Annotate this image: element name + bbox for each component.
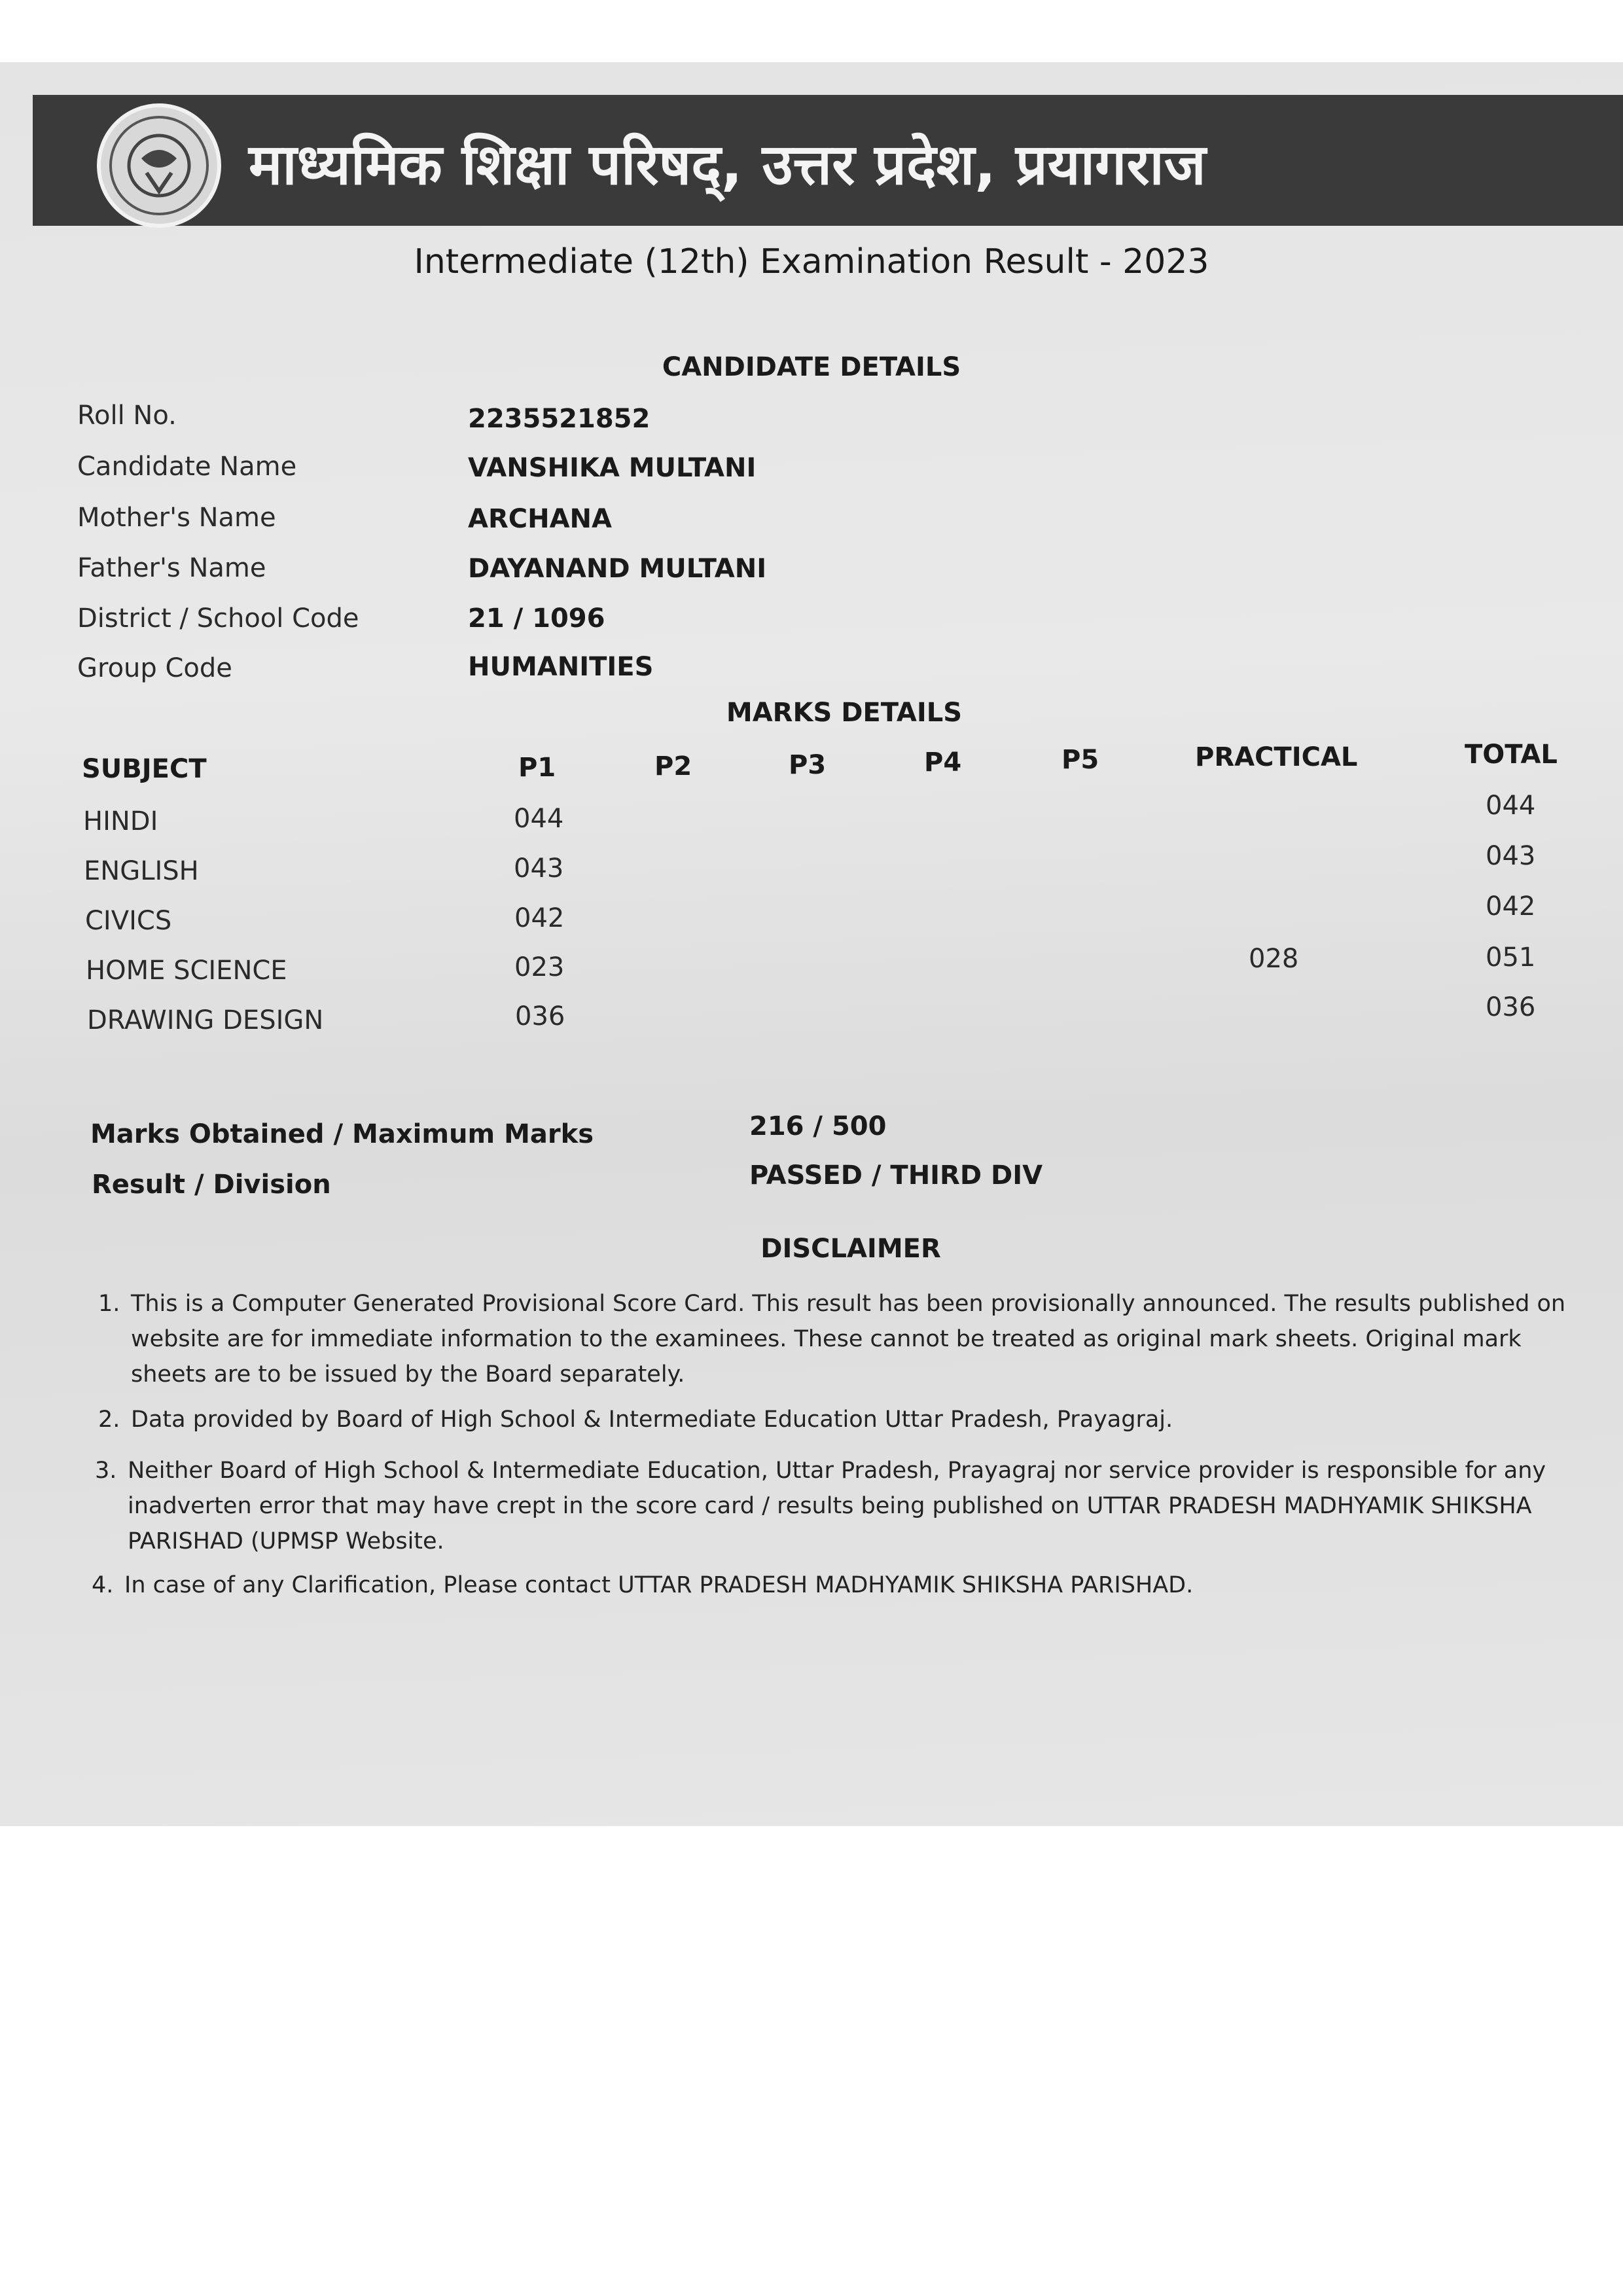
- roll-no-label: Roll No.: [77, 401, 177, 431]
- district-school-code-value: 21 / 1096: [468, 603, 605, 634]
- table-row-p1: 044: [514, 804, 564, 834]
- candidate-details-heading: CANDIDATE DETAILS: [662, 352, 961, 382]
- mothers-name-label: Mother's Name: [77, 503, 276, 533]
- list-item: [95, 1453, 1594, 1559]
- board-emblem-icon: [97, 103, 221, 228]
- list-item-number: 3.: [95, 1458, 117, 1484]
- table-row-subject: HINDI: [83, 806, 158, 836]
- list-item-text: Data provided by Board of High School & Intermediate Education Uttar Pradesh, Prayagraj.: [131, 1407, 1173, 1433]
- table-row-p1: 036: [515, 1001, 565, 1031]
- col-p5: P5: [1061, 745, 1099, 775]
- exam-title: Intermediate (12th) Examination Result - 2023: [414, 242, 1209, 281]
- table-row-subject: DRAWING DESIGN: [87, 1005, 324, 1035]
- list-item: [98, 1286, 1597, 1392]
- table-row-p1: 042: [514, 903, 565, 933]
- result-division-label: Result / Division: [92, 1170, 331, 1200]
- list-item: [92, 1568, 1590, 1603]
- group-code-label: Group Code: [77, 653, 232, 683]
- col-p3: P3: [789, 750, 827, 780]
- candidate-name-value: VANSHIKA MULTANI: [468, 453, 757, 483]
- col-p1: P1: [518, 753, 556, 783]
- col-total: TOTAL: [1465, 740, 1558, 770]
- table-row-subject: HOME SCIENCE: [86, 956, 287, 986]
- marks-obtained-value: 216 / 500: [749, 1111, 887, 1141]
- table-row-total: 051: [1486, 942, 1536, 973]
- fathers-name-label: Father's Name: [77, 553, 266, 583]
- col-practical: PRACTICAL: [1195, 742, 1358, 772]
- table-row-practical: 028: [1249, 944, 1299, 974]
- fathers-name-value: DAYANAND MULTANI: [468, 554, 767, 584]
- marks-obtained-label: Marks Obtained / Maximum Marks: [90, 1119, 594, 1149]
- list-item-number: 1.: [98, 1291, 120, 1317]
- mothers-name-value: ARCHANA: [468, 504, 612, 534]
- list-item-text: Neither Board of High School & Intermediate Education, Uttar Pradesh, Prayagraj nor service provider is responsible for any inadverten error that may have crept in the score card / results being published on UTTAR PRADESH MADHYAMIK SHIKSHA PARISHAD (UPMSP Website.: [128, 1458, 1546, 1554]
- table-row-subject: ENGLISH: [84, 856, 199, 886]
- group-code-value: HUMANITIES: [468, 652, 654, 682]
- candidate-name-label: Candidate Name: [77, 452, 297, 482]
- list-item-text: In case of any Clarification, Please contact UTTAR PRADESH MADHYAMIK SHIKSHA PARISHAD.: [124, 1572, 1194, 1598]
- list-item: [98, 1402, 1597, 1437]
- table-row-subject: CIVICS: [85, 906, 172, 936]
- district-school-code-label: District / School Code: [77, 603, 359, 634]
- marks-details-heading: MARKS DETAILS: [726, 698, 963, 728]
- col-p2: P2: [654, 751, 692, 781]
- roll-no-value: 2235521852: [468, 404, 651, 434]
- result-sheet: [0, 62, 1623, 1826]
- list-item-number: 2.: [98, 1407, 120, 1433]
- table-row-total: 042: [1486, 891, 1536, 922]
- list-item-text: This is a Computer Generated Provisional Score Card. This result has been provisionally announced. The results published on website are for immediate information to the examinees. These cannot be treated as original mark sheets. Original mark sheets are to be issued by the Board separately.: [131, 1291, 1566, 1388]
- disclaimer-heading: DISCLAIMER: [760, 1234, 941, 1264]
- list-item-number: 4.: [92, 1572, 114, 1598]
- col-subject: SUBJECT: [82, 754, 207, 784]
- col-p4: P4: [924, 747, 962, 778]
- table-row-p1: 043: [514, 853, 564, 884]
- table-row-total: 044: [1486, 791, 1536, 821]
- table-row-total: 036: [1486, 992, 1536, 1022]
- table-row-p1: 023: [514, 952, 565, 982]
- table-row-total: 043: [1486, 841, 1536, 871]
- board-title: माध्यमिक शिक्षा परिषद्, उत्तर प्रदेश, प्रयागराज: [249, 132, 1206, 198]
- result-division-value: PASSED / THIRD DIV: [749, 1160, 1043, 1191]
